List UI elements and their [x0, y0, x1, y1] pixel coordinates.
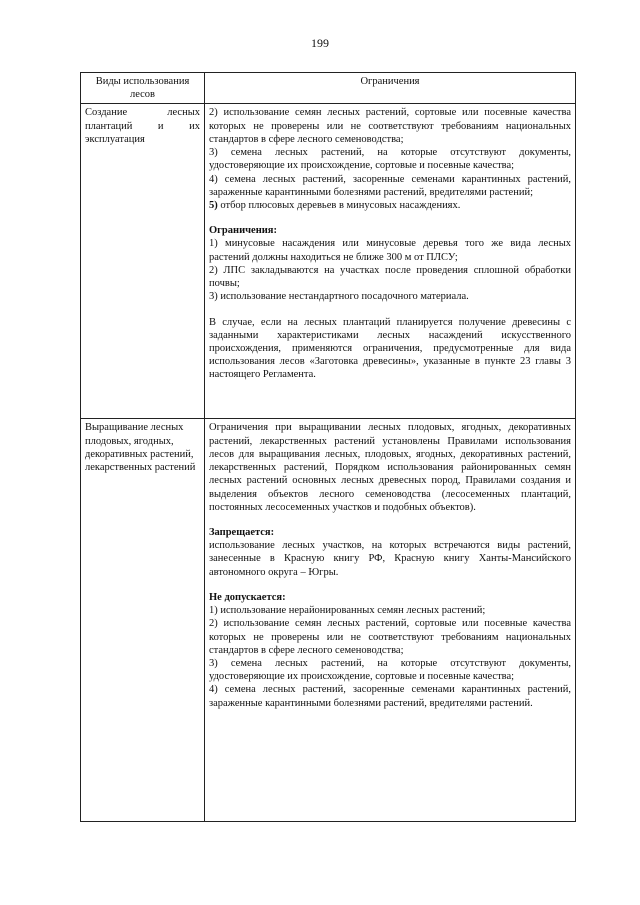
list-item: 1) минусовые насаждения или минусовые деревья того же вида лесных растений должны находиться не ближе 300 м от ПЛСУ; [209, 238, 571, 263]
limits-heading: Ограничения: [209, 225, 277, 237]
list-item: 2) использование семян лесных растений, сортовые или посевные качества которых не проверены или не соответствуют требованиям национальных стандартов в сфере лесного семеноводства; [209, 107, 571, 145]
row-cultivation-type: Выращивание лесных плодовых, ягодных, декоративных растений, лекарственных растений [81, 419, 205, 822]
page-number: 199 [311, 36, 329, 50]
list-item: 4) семена лесных растений, засоренные семенами карантинных растений, зараженные карантинными болезнями растений, вредителями растений; [209, 173, 571, 198]
table-row [81, 419, 576, 822]
item-number: 5) [209, 199, 218, 211]
list-item: 4) семена лесных растений, засоренные семенами карантинных растений, зараженные карантинными болезнями растений, вредителями растений. [209, 684, 571, 709]
list-item [209, 199, 571, 212]
row-forest-plantations-restrictions [205, 104, 576, 419]
restrictions-table [80, 72, 576, 822]
item-text: отбор плюсовых деревьев в минусовых насаждениях. [217, 199, 461, 211]
list-item: 3) семена лесных растений, на которые отсутствуют документы, удостоверяющие их происхождение, сортовые и посевные качества; [209, 657, 571, 683]
list-item: 3) использование нестандартного посадочного материала. [209, 291, 469, 303]
table-row [81, 104, 576, 419]
header-forest-use-types: Виды использования лесов [81, 73, 205, 104]
header-restrictions: Ограничения [205, 73, 576, 104]
row-forest-plantations-type: Создание лесных плантаций и их эксплуатация [81, 104, 205, 419]
row-cultivation-restrictions [205, 419, 576, 822]
list-item: 3) семена лесных растений, на которые отсутствуют документы, удостоверяющие их происхождение, сортовые и посевные качества; [209, 147, 571, 172]
prohibited-heading: Запрещается: [209, 526, 275, 538]
prohibited-text: использование лесных участков, на которых встречаются виды растений, занесенные в Красную книгу РФ, Красную книгу Ханты-Мансийского автономного округа – Югры. [209, 540, 571, 578]
list-item: 1) использование нерайонированных семян лесных растений; [209, 605, 486, 617]
list-item: 2) использование семян лесных растений, сортовые или посевные качества которых не проверены или не соответствуют требованиям национальных стандартов в сфере лесного семеноводства; [209, 618, 571, 656]
intro-paragraph: Ограничения при выращивании лесных плодовых, ягодных, декоративных растений, лекарственных растений установлены Правилами использования лесов для выращивания лесных, плодовых, ягодных, декоративных растений, лекарственных растений, Порядком использования районированных семян лесных растений основных лесных древесных пород, Правилами создания и выделения объектов лесного семеноводства (лесосеменных плантаций, постоянных лесосеменных участков и подобных объектов). [209, 422, 571, 513]
not-allowed-heading: Не допускается: [209, 591, 286, 603]
list-item: 2) ЛПС закладываются на участках после проведения сплошной обработки почвы; [209, 264, 571, 290]
note-paragraph: В случае, если на лесных плантаций планируется получение древесины с заданными характеристиками лесных насаждений искусственного происхождения, применяются ограничения, предусмотренные для вида использования лесов «Заготовка древесины», указанные в пункте 23 главы 3 настоящего Регламента. [209, 316, 571, 381]
table-header-row [81, 73, 576, 104]
